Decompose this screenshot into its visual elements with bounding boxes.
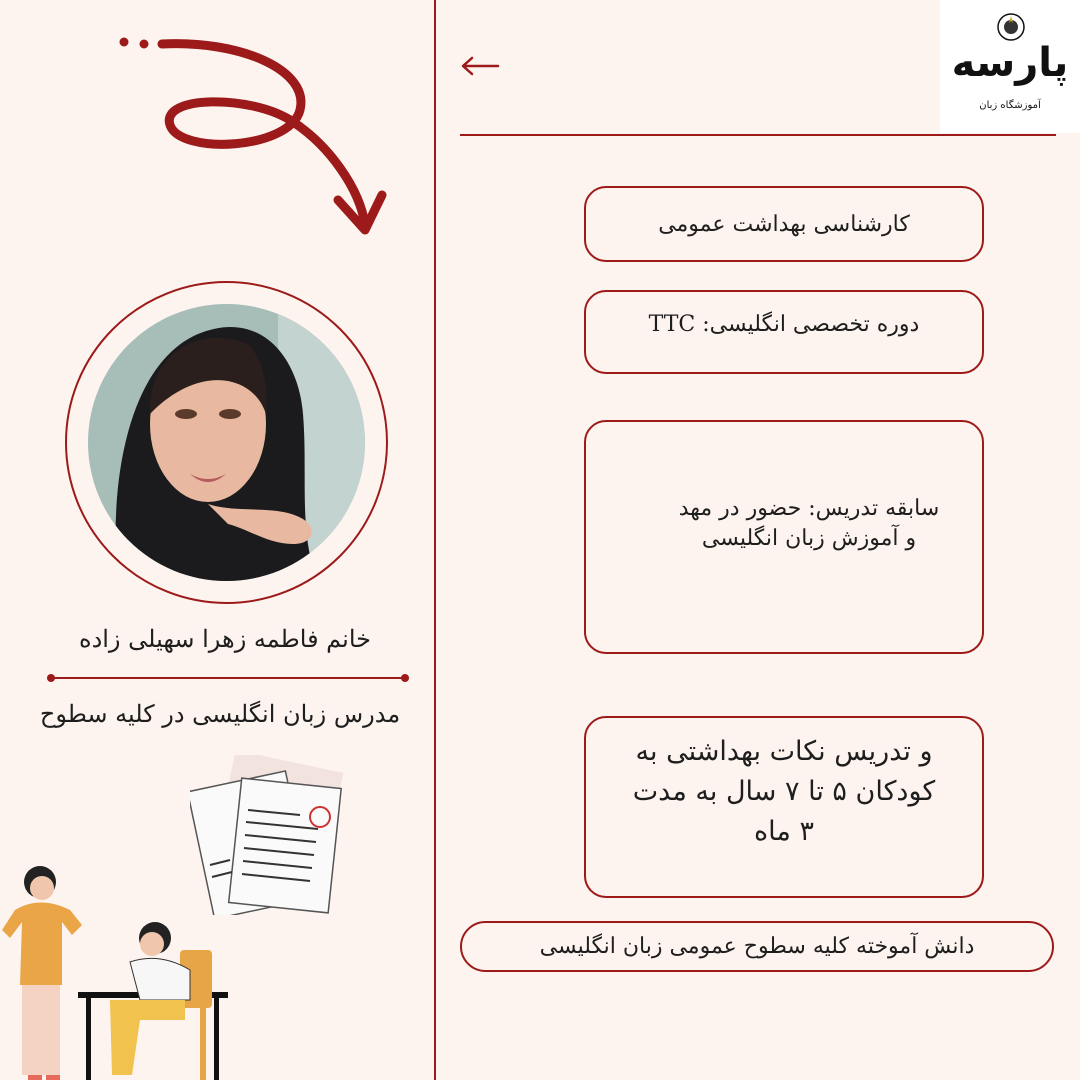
brand-logo bbox=[940, 0, 1080, 133]
logo-title: پارسه bbox=[951, 40, 1069, 86]
graduate-card bbox=[460, 921, 1054, 972]
course-text: دوره تخصصی انگلیسی: TTC bbox=[648, 312, 920, 337]
experience-text: سابقه تدریس: حضور در مهد و آموزش زبان انگلیسی bbox=[678, 496, 940, 551]
vertical-divider bbox=[434, 0, 436, 1080]
emblem-icon bbox=[996, 12, 1026, 42]
health-teaching-card bbox=[584, 716, 984, 898]
degree-card bbox=[584, 186, 984, 262]
teacher-photo bbox=[88, 304, 365, 581]
graduate-text: دانش آموخته کلیه سطوح عمومی زبان انگلیسی bbox=[539, 934, 975, 959]
teacher-name: خانم فاطمه زهرا سهیلی زاده bbox=[79, 625, 371, 653]
experience-card bbox=[584, 420, 984, 654]
underline-dot-left bbox=[47, 674, 55, 682]
teacher-role: مدرس زبان انگلیسی در کلیه سطوح bbox=[39, 700, 401, 728]
logo-subtitle: آموزشگاه زبان bbox=[979, 100, 1041, 111]
decorative-curved-arrow bbox=[110, 30, 400, 250]
course-card bbox=[584, 290, 984, 374]
degree-text: کارشناسی بهداشت عمومی bbox=[658, 211, 910, 237]
teacher-student-illustration bbox=[0, 860, 240, 1080]
name-underline bbox=[50, 677, 406, 679]
health-teaching-text: و تدریس نکات بهداشتی به کودکان ۵ تا ۷ سال به مدت ۳ ماه bbox=[632, 736, 936, 847]
underline-dot-right bbox=[401, 674, 409, 682]
header-divider bbox=[460, 134, 1056, 136]
back-arrow-icon[interactable] bbox=[458, 44, 502, 88]
